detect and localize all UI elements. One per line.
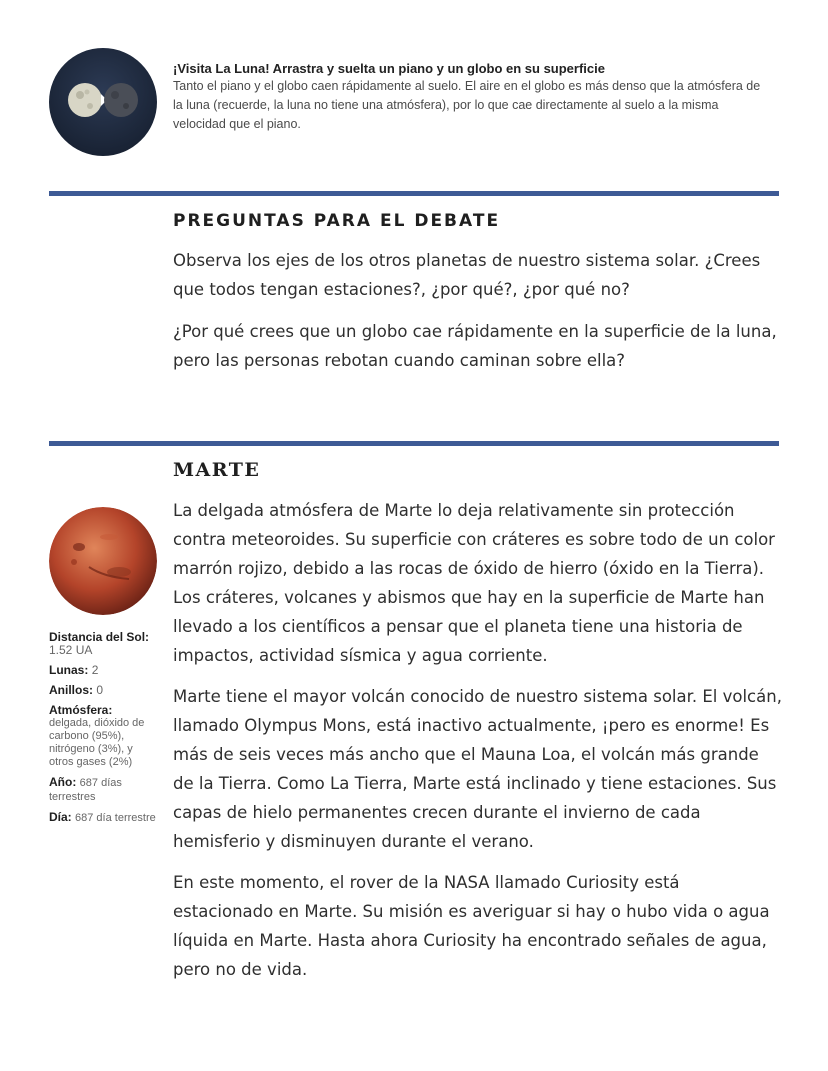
moon-interactive-thumbnail[interactable] xyxy=(49,48,157,156)
mars-paragraph-1 xyxy=(173,496,783,670)
mars-paragraph-3-text: En este momento, el rover de la NASA llamado Curiosity está estacionado en Marte. Su misión es averiguar si hay o hubo vida o agua líquida en Marte. Hasta ahora Curiosity ha encontrado señales de agua, pero no de vida. xyxy=(173,873,770,979)
fact-year-value: 687 días terrestres xyxy=(49,777,122,803)
fact-rings-value: 0 xyxy=(96,683,104,697)
visit-moon-text: Tanto el piano y el globo caen rápidamente al suelo. El aire en el globo es más denso que la atmósfera de la luna (recuerde, la luna no tiene una atmósfera), por lo que cae directamente al suelo a la misma velocidad que el piano. xyxy=(173,79,761,131)
visit-moon-block xyxy=(173,60,773,134)
section-divider xyxy=(49,441,779,446)
mars-paragraph-2 xyxy=(173,682,783,856)
fact-moons-label: Lunas: xyxy=(49,663,89,677)
fact-day-label: Día: xyxy=(49,810,72,824)
fact-day-value: 687 día terrestre xyxy=(75,812,156,824)
fact-year xyxy=(49,776,159,804)
debate-heading: PREGUNTAS PARA EL DEBATE xyxy=(173,211,501,231)
mars-planet-image xyxy=(49,507,157,615)
fact-moons-value: 2 xyxy=(91,663,99,677)
debate-question-1-text: Observa los ejes de los otros planetas de nuestro sistema solar. ¿Crees que todos tengan estaciones?, ¿por qué?, ¿por qué no? xyxy=(173,251,761,299)
fact-day xyxy=(49,811,159,825)
fact-distance-label: Distancia del Sol: xyxy=(49,630,150,644)
fact-rings xyxy=(49,684,159,697)
fact-atmosphere-value: delgada, dióxido de carbono (95%), nitrógeno (3%), y otros gases (2%) xyxy=(49,717,145,768)
mars-paragraph-2-text: Marte tiene el mayor volcán conocido de nuestro sistema solar. El volcán, llamado Olympus Mons, está inactivo actualmente, ¡pero es enorme! Es más de seis veces más ancho que el Mauna Loa, el volcán más grande de la Tierra. Como La Tierra, Marte está inclinado y tiene estaciones. Sus capas de hielo permanentes crecen durante el invierno de cada hemisferio y disminuyen durante el verano. xyxy=(173,687,782,851)
fact-distance-value: 1.52 UA xyxy=(49,643,93,657)
debate-question-2-text: ¿Por qué crees que un globo cae rápidamente en la superficie de la luna, pero las personas rebotan cuando caminan sobre ella? xyxy=(173,322,777,370)
fact-rings-label: Anillos: xyxy=(49,683,93,697)
mars-heading: MARTE xyxy=(173,459,261,481)
mars-facts xyxy=(49,631,159,832)
fact-year-label: Año: xyxy=(49,775,77,789)
fact-atmosphere-label: Atmósfera: xyxy=(49,703,113,717)
visit-moon-title: ¡Visita La Luna! Arrastra y suelta un piano y un globo en su superficie xyxy=(173,61,605,76)
debate-question-1 xyxy=(173,246,783,304)
mars-paragraph-3 xyxy=(173,868,783,984)
fact-distance xyxy=(49,631,159,657)
debate-question-2 xyxy=(173,317,783,375)
section-divider xyxy=(49,191,779,196)
fact-moons xyxy=(49,664,159,677)
mars-paragraph-1-text: La delgada atmósfera de Marte lo deja relativamente sin protección contra meteoroides. Su superficie con cráteres es sobre todo de un color marrón rojizo, debido a las rocas de óxido de hierro (óxido en la Tierra). Los cráteres, volcanes y abismos que hay en la superficie de Marte han llevado a los científicos a pensar que el planeta tiene una historia de impactos, actividad sísmica y agua corriente. xyxy=(173,501,775,665)
fact-atmosphere xyxy=(49,704,159,769)
